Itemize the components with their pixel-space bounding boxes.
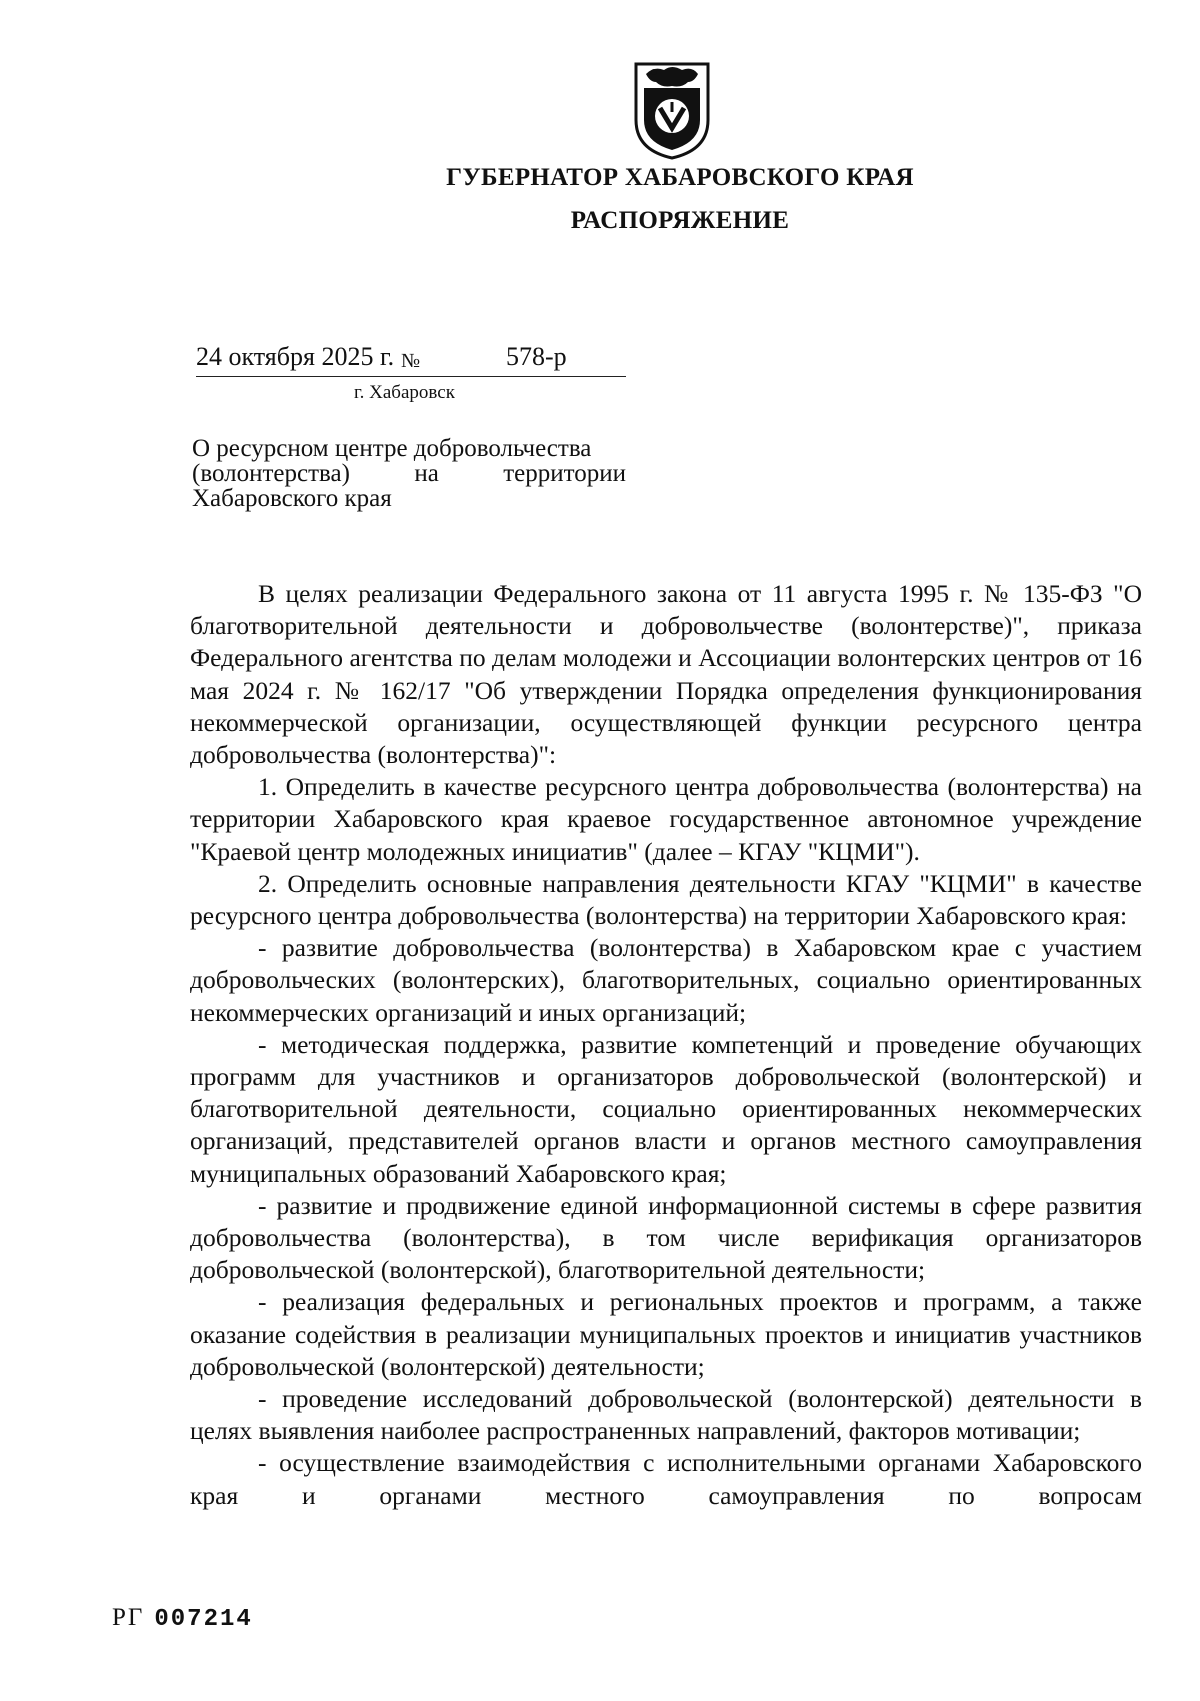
- subject-line-2: [192, 461, 626, 486]
- date-number-line: [196, 342, 626, 377]
- document-subject: [192, 436, 626, 511]
- clause-2-paragraph: 2. Определить основные направления деятельности КГАУ "КЦМИ" в качестве ресурсного центра добровольчества (волонтерства) на территории Хабаровского края:: [190, 868, 1142, 931]
- list-item: - проведение исследований добровольческой (волонтерской) деятельности в целях выявления наиболее распространенных направлений, факторов мотивации;: [190, 1384, 1142, 1446]
- number-sign: №: [401, 350, 421, 372]
- subject-word: (волонтерства): [192, 460, 350, 487]
- registration-prefix: РГ: [112, 1604, 145, 1631]
- subject-word: на: [414, 460, 439, 487]
- document-type-heading: РАСПОРЯЖЕНИЕ: [570, 207, 790, 234]
- list-item: - развитие добровольчества (волонтерства) в Хабаровском крае с участием добровольческих (волонтерских), благотворительных, социально ориентированных некоммерческих организаций и иных организаций;: [190, 933, 1142, 1027]
- list-item: - методическая поддержка, развитие компетенций и проведение обучающих программ для участников и организаторов добровольческой (волонтерской) и благотворительной деятельности, социально ориентированных некоммерческих организаций, представителей органов власти и органов местного самоуправления муниципальных образований Хабаровского края;: [190, 1029, 1142, 1188]
- subject-word: территории: [503, 460, 626, 487]
- coat-of-arms-icon: [632, 58, 712, 160]
- registration-code: [112, 1604, 253, 1633]
- list-item: - развитие и продвижение единой информационной системы в сфере развития добровольчества (волонтерства), в том числе верификация организаторов добровольческой (волонтерской), благотворительной деятельности;: [190, 1190, 1142, 1285]
- authority-heading: ГУБЕРНАТОР ХАБАРОВСКОГО КРАЯ: [446, 164, 914, 191]
- city-label: г. Хабаровск: [354, 382, 455, 403]
- preamble-paragraph: В целях реализации Федерального закона от 11 августа 1995 г. № 135-ФЗ "О благотворительной деятельности и добровольчестве (волонтерстве)", приказа Федерального агентства по делам молодежи и Ассоциации волонтерских центров от 16 мая 2024 г. № 162/17 "Об утверждении Порядка определения функционирования некоммерческой организации, осуществляющей функции ресурсного центра добровольчества (волонтерства)":: [190, 579, 1142, 770]
- clause-1-paragraph: 1. Определить в качестве ресурсного центра добровольчества (волонтерства) на территории Хабаровского края краевое государственное автономное учреждение "Краевой центр молодежных инициатив" (далее – КГАУ "КЦМИ").: [190, 772, 1142, 866]
- list-item: - осуществление взаимодействия с исполнительными органами Хабаровского края и органами местного самоуправления по вопросам: [190, 1448, 1142, 1510]
- list-item: - реализация федеральных и региональных проектов и программ, а также оказание содействия в реализации муниципальных проектов и инициатив участников добровольческой (волонтерской) деятельности;: [190, 1287, 1142, 1381]
- subject-line-3: Хабаровского края: [192, 485, 392, 512]
- document-number: 578-р: [506, 342, 567, 371]
- document-date: 24 октября 2025 г.: [196, 342, 395, 371]
- subject-line-1: О ресурсном центре добровольчества: [192, 435, 592, 462]
- document-body: [190, 578, 1142, 1512]
- registration-number: 007214: [154, 1606, 253, 1633]
